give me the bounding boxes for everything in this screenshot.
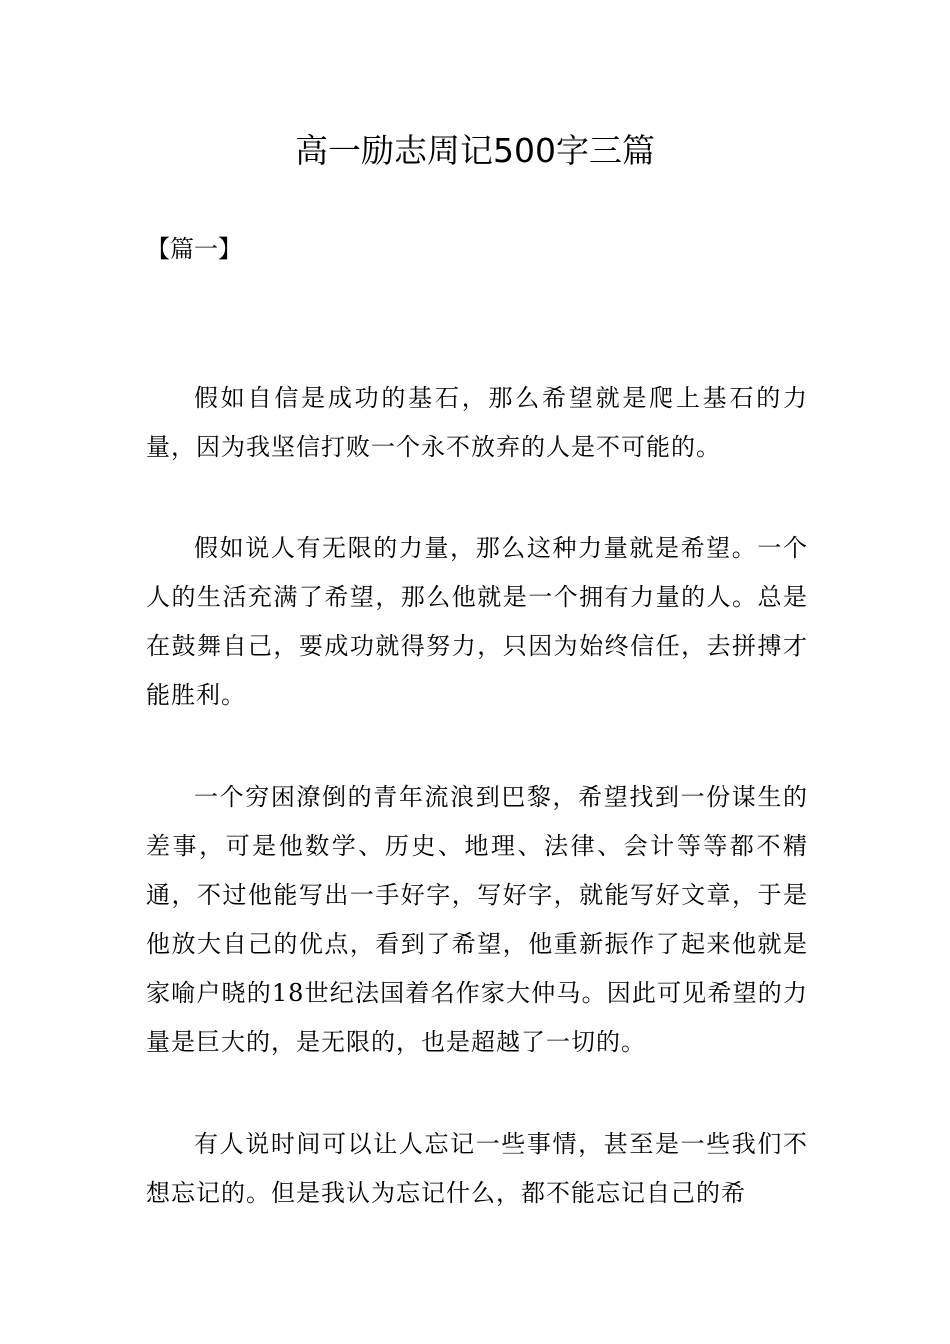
paragraph-4: 有人说时间可以让人忘记一些事情，甚至是一些我们不想忘记的。但是我认为忘记什么，都不能忘记自己的希 xyxy=(146,1130,808,1207)
section-label: 【篇一】 xyxy=(146,235,242,263)
paragraph-1: 假如自信是成功的基石，那么希望就是爬上基石的力量，因为我坚信打败一个永不放弃的人是不可能的。 xyxy=(146,384,808,461)
paragraph-3: 一个穷困潦倒的青年流浪到巴黎，希望找到一份谋生的差事，可是他数学、历史、地理、法律、会计等等都不精通，不过他能写出一手好字，写好字，就能写好文章，于是他放大自己的优点，看到了希望，他重新振作了起来他就是家喻户晓的18世纪法国着名作家大仲马。因此可见希望的力量是巨大的，是无限的，也是超越了一切的。 xyxy=(146,783,808,1056)
page-title: 高一励志周记500字三篇 xyxy=(295,131,655,170)
paragraph-2: 假如说人有无限的力量，那么这种力量就是希望。一个人的生活充满了希望，那么他就是一个拥有力量的人。总是在鼓舞自己，要成功就得努力，只因为始终信任，去拼搏才能胜利。 xyxy=(146,534,808,709)
